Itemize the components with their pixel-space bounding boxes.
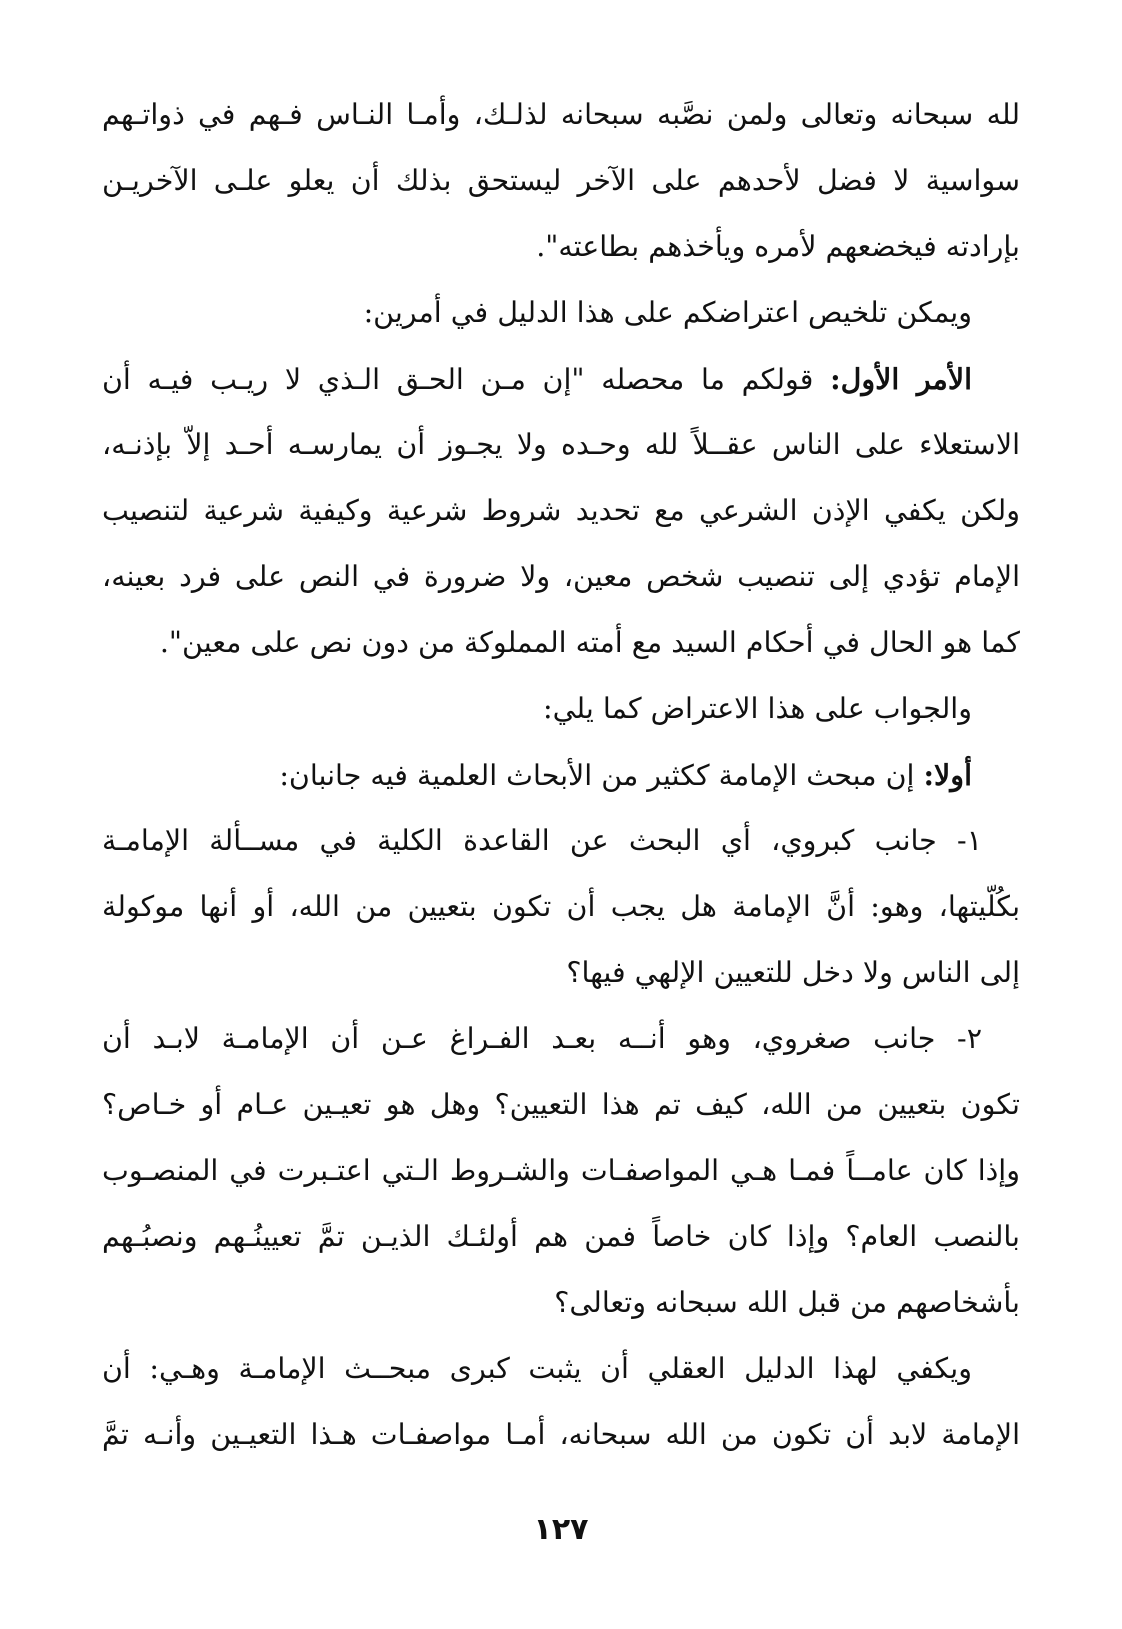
text-line-10: والجواب على هذا الاعتراض كما يلي: <box>543 692 972 725</box>
text-line-4: ويمكن تلخيص اعتراضكم على هذا الدليل في أمرين: <box>363 296 972 329</box>
text-line-18: بالنصب العام؟ وإذا كان خاصاً فمن هم أولئـك الذيـن تمَّ تعيينُـهم ونصبُـهم <box>102 1220 1020 1253</box>
text-line-13: بكُلّيتها، وهو: أنَّ الإمامة هل يجب أن تكون بتعيين من الله، أو أنها موكولة <box>102 890 1020 923</box>
text-line-21: الإمامة لابد أن تكون من الله سبحانه، أمـا مواصفـات هـذا التعيـين وأنـه تمَّ <box>102 1418 1020 1451</box>
text-line-5-body: قولكم ما محصله "إن مـن الحـق الـذي لا ريـب فيـه أن <box>102 363 814 396</box>
page-number: ١٢٧ <box>533 1512 589 1547</box>
text-line-11-body: إن مبحث الإمامة ككثير من الأبحاث العلمية فيه جانبان: <box>279 759 915 792</box>
text-line-17: وإذا كان عامــاً فمـا هـي المواصفـات والشـروط الـتي اعتـبرت في المنصـوب <box>102 1154 1020 1187</box>
text-line-1: لله سبحانه وتعالى ولمن نصَّبه سبحانه لذلـك، وأمـا النـاس فـهم في ذواتـهم <box>102 98 1020 131</box>
heading-first-matter: الأمر الأول: <box>830 362 973 396</box>
text-line-20: ويكفي لهذا الدليل العقلي أن يثبت كبرى مبحــث الإمامـة وهـي: أن <box>102 1352 972 1385</box>
text-line-2: سواسية لا فضل لأحدهم على الآخر ليستحق بذلك أن يعلو علـى الآخريـن <box>102 164 1020 197</box>
text-line-12: ١- جانب كبروي، أي البحث عن القاعدة الكلية في مســألة الإمامـة <box>102 824 982 857</box>
text-line-14: إلى الناس ولا دخل للتعيين الإلهي فيها؟ <box>566 956 1020 989</box>
text-line-5 <box>102 346 1020 412</box>
text-line-6: الاستعلاء على الناس عقــلاً لله وحـده ولا يجـوز أن يمارسـه أحـد إلاّ بإذنـه، <box>102 428 1020 461</box>
text-line-3: بإرادته فيخضعهم لأمره ويأخذهم بطاعته". <box>536 230 1020 263</box>
heading-firstly: أولا: <box>923 758 972 792</box>
text-line-11 <box>102 742 1020 808</box>
page-body <box>102 82 1020 1468</box>
text-line-7: ولكن يكفي الإذن الشرعي مع تحديد شروط شرعية وكيفية شرعية لتنصيب <box>102 494 1020 527</box>
text-line-19: بأشخاصهم من قبل الله سبحانه وتعالى؟ <box>554 1286 1020 1319</box>
text-line-8: الإمام تؤدي إلى تنصيب شخص معين، ولا ضرورة في النص على فرد بعينه، <box>102 560 1020 593</box>
text-line-9: كما هو الحال في أحكام السيد مع أمته المملوكة من دون نص على معين". <box>159 626 1020 659</box>
text-line-15: ٢- جانب صغروي، وهو أنــه بعـد الفـراغ عـن أن الإمامـة لابـد أن <box>102 1022 982 1055</box>
text-line-16: تكون بتعيين من الله، كيف تم هذا التعيين؟ وهل هو تعيـين عـام أو خـاص؟ <box>102 1088 1020 1121</box>
